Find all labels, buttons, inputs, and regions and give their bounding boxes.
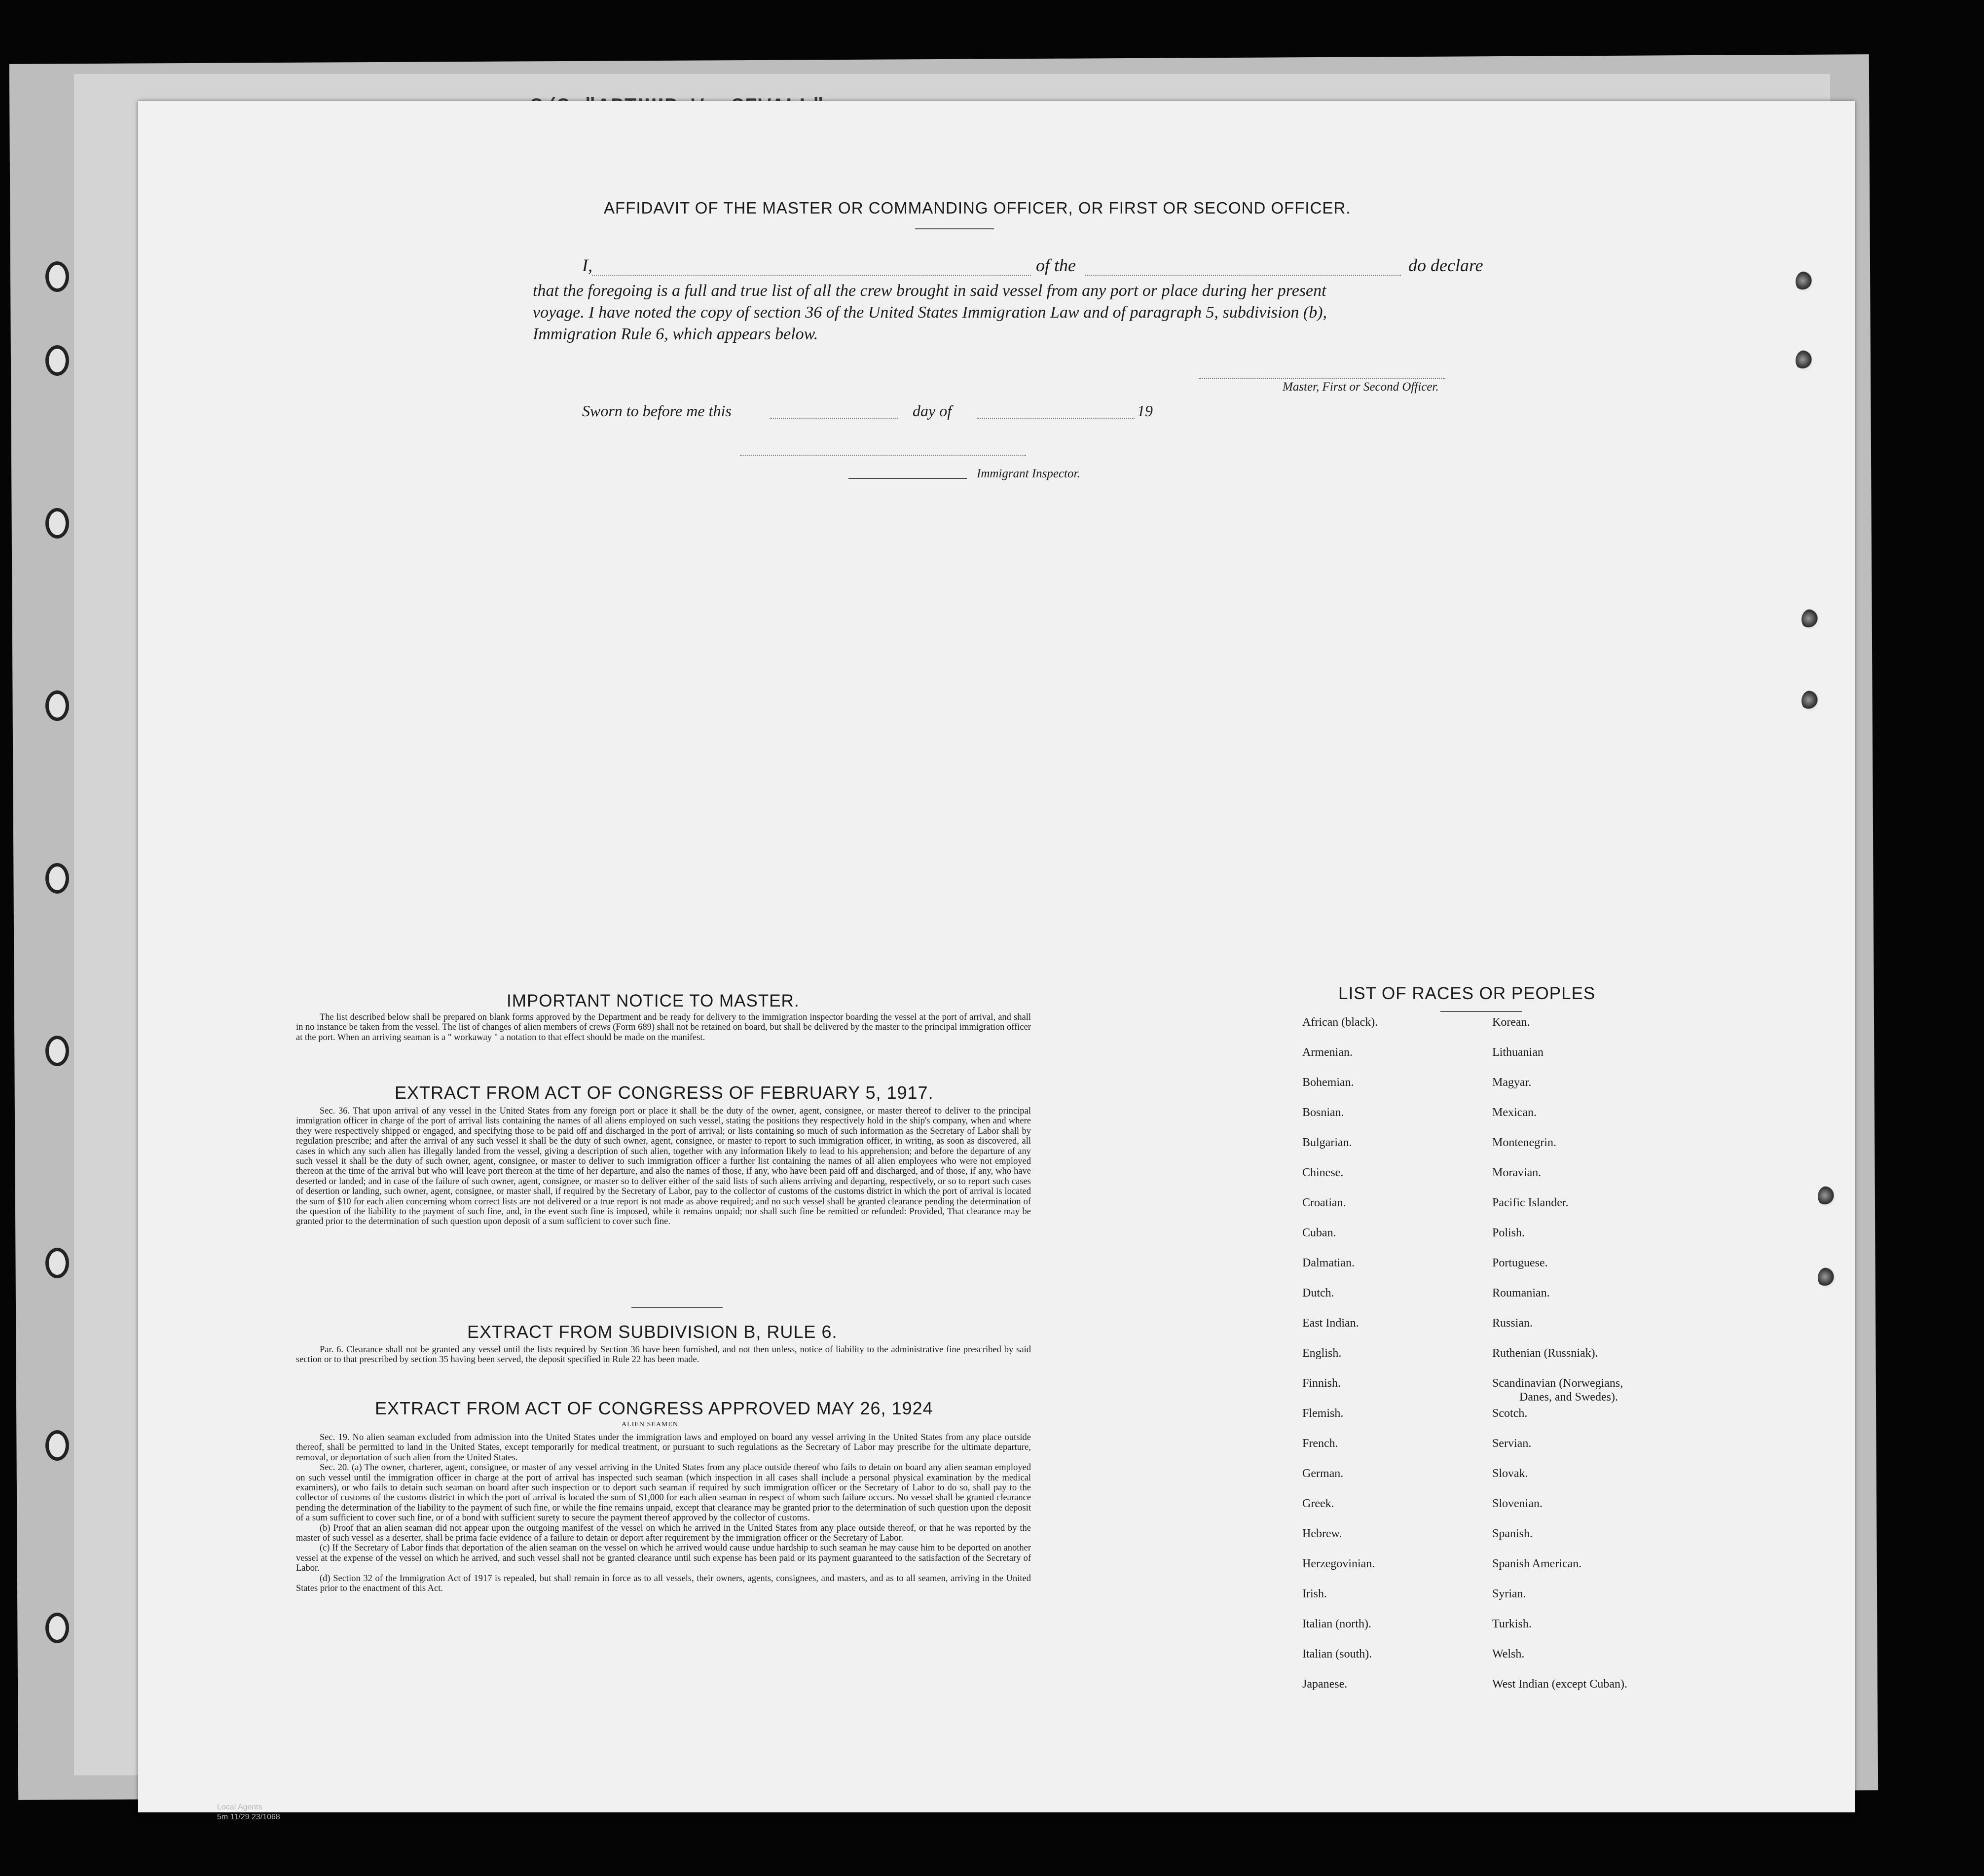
race-item: Irish.	[1302, 1587, 1327, 1600]
race-item: English.	[1302, 1347, 1342, 1360]
name-field[interactable]	[592, 274, 1031, 276]
binder-hole	[45, 1613, 69, 1643]
race-item: Croatian.	[1302, 1196, 1346, 1209]
race-item: Slovak.	[1492, 1467, 1528, 1480]
binder-hole	[45, 1248, 69, 1278]
race-item: Bulgarian.	[1302, 1136, 1352, 1149]
binder-hole	[45, 1036, 69, 1066]
race-item: Armenian.	[1302, 1046, 1353, 1059]
race-item: Welsh.	[1492, 1648, 1525, 1660]
race-item: Portuguese.	[1492, 1257, 1548, 1269]
race-item: Mexican.	[1492, 1106, 1537, 1119]
race-item: Greek.	[1302, 1497, 1334, 1510]
race-item: Korean.	[1492, 1016, 1530, 1029]
footer-line1: Local Agents	[217, 1803, 262, 1811]
vessel-field[interactable]	[1085, 274, 1401, 276]
sworn-label: Sworn to before me this	[582, 402, 732, 420]
race-item: Flemish.	[1302, 1407, 1344, 1420]
race-item: Hebrew.	[1302, 1527, 1342, 1540]
punch-hole	[1801, 690, 1819, 711]
race-item: Ruthenian (Russniak).	[1492, 1347, 1598, 1360]
affidavit-title: AFFIDAVIT OF THE MASTER OR COMMANDING OFFICER, OR FIRST OR SECOND OFFICER.	[604, 199, 1351, 217]
race-item: Syrian.	[1492, 1587, 1526, 1600]
extract-rule6-title: EXTRACT FROM SUBDIVISION B, RULE 6.	[467, 1322, 838, 1342]
affidavit-of-the: of the	[1036, 255, 1076, 275]
race-item: Spanish American.	[1492, 1557, 1582, 1570]
affidavit-declare: do declare	[1408, 255, 1483, 275]
affidavit-i: I,	[582, 255, 592, 275]
year-label: 19	[1137, 402, 1153, 420]
race-item: Japanese.	[1302, 1678, 1348, 1691]
binder-hole	[45, 690, 69, 721]
affidavit-line4: Immigration Rule 6, which appears below.	[533, 325, 818, 343]
affidavit-line3: voyage. I have noted the copy of section 36 of the United States Immigration Law and of paragraph 5, subdivision (b),	[533, 303, 1327, 322]
binder-hole	[45, 345, 69, 376]
punch-hole	[1818, 1186, 1836, 1207]
inspector-field[interactable]	[740, 454, 1026, 456]
race-item: Turkish.	[1492, 1618, 1532, 1630]
race-item: Montenegrin.	[1492, 1136, 1556, 1149]
binder-hole	[45, 863, 69, 894]
race-item: Danes, and Swedes).	[1519, 1391, 1618, 1404]
notice-title: IMPORTANT NOTICE TO MASTER.	[507, 991, 800, 1010]
race-item: Herzegovinian.	[1302, 1557, 1375, 1570]
punch-hole	[1796, 271, 1813, 292]
signature-field[interactable]	[1199, 377, 1445, 379]
notice-text: The list described below shall be prepared on blank forms approved by the Department and be ready for delivery to the immigration inspector boarding the vessel at the port of arrival, and shall in no instance be taken from the vessel. The list of changes of alien members of crews (Form 689) shall not be retained on board, but shall be delivered by the master to the principal immigration officer at the port. When an arriving seaman is a " workaway " a notation to that effect should be made on the manifest.	[296, 1012, 1031, 1043]
extract-1917-title: EXTRACT FROM ACT OF CONGRESS OF FEBRUARY 5, 1917.	[395, 1082, 934, 1103]
extract-1924-subtitle: ALIEN SEAMEN	[622, 1421, 679, 1428]
footer-code	[217, 1803, 280, 1822]
race-item: Dutch.	[1302, 1287, 1334, 1299]
race-item: Bosnian.	[1302, 1106, 1344, 1119]
race-item: German.	[1302, 1467, 1344, 1480]
form-sheet	[138, 101, 1855, 1812]
extract-rule6-text: Par. 6. Clearance shall not be granted any vessel until the lists required by Section 36 have been furnished, and not then unless, notice of liability to the administrative fine prescribed by said section or to that prescribed by section 35 having been served, the deposit specified in Rule 22 has been made.	[296, 1345, 1031, 1365]
punch-hole	[1818, 1267, 1836, 1288]
race-item: French.	[1302, 1437, 1338, 1450]
race-item: Lithuanian	[1492, 1046, 1543, 1059]
race-item: Italian (north).	[1302, 1618, 1371, 1630]
divider	[915, 228, 994, 229]
race-item: Scotch.	[1492, 1407, 1528, 1420]
race-item: Roumanian.	[1492, 1287, 1550, 1299]
race-item: Chinese.	[1302, 1166, 1344, 1179]
binder-hole	[45, 261, 69, 292]
race-item: Scandinavian (Norwegians,	[1492, 1377, 1623, 1390]
divider	[631, 1307, 723, 1308]
race-item: West Indian (except Cuban).	[1492, 1678, 1627, 1691]
race-item: African (black).	[1302, 1016, 1378, 1029]
divider	[1440, 1011, 1522, 1012]
binder-hole	[45, 1430, 69, 1461]
race-item: Russian.	[1492, 1317, 1533, 1330]
affidavit-line2: that the foregoing is a full and true list of all the crew brought in said vessel from any port or place during her present	[533, 282, 1326, 300]
race-item: Spanish.	[1492, 1527, 1533, 1540]
binder-hole	[45, 508, 69, 539]
extract-1924-text: Sec. 19. No alien seaman excluded from admission into the United States under the immigration laws and employed on board any vessel arriving in the United States from any place outside thereof, shall be permitted to land in the United States, except temporarily for medical treatment, or pursuant to such regulations as the Secretary of Labor may prescribe for the ultimate departure, removal, or deportation of such alien from the United States. Sec. 20. (a) The owner, charterer, agent, consignee, or master of any vessel arriving in the United States from any place outside thereof who fails to detain on board any alien seaman employed on such vessel until the immigration officer in charge at the port of arrival has inspected such seaman (which inspection in all cases shall include a personal physical examination by the medical examiners), or who fails to detain such seaman on board after such inspection or to deport such seaman if required by such immigration officer or the Secretary of Labor to do so, shall pay to the collector of customs of the customs district in which the port of arrival is located the sum of $1,000 for each alien seaman in respect of whom such failure occurs. No vessel shall be granted clearance pending the determination of the liability to the payment of such fine, or while the fine remains unpaid, except that clearance may be granted prior to the determination of such question upon the deposit of a sum sufficient to cover such fine, or of a bond with sufficient surety to secure the payment thereof approved by the collector of customs. (b) Proof that an alien seaman did not appear upon the outgoing manifest of the vessel on which he arrived in the United States from any place outside thereof, or that he was reported by the master of such vessel as a deserter, shall be prima facie evidence of a failure to detain or deport after requirement by the immigration officer or the Secretary of Labor. (c) If the Secretary of Labor finds that deportation of the alien seaman on the vessel on which he arrived would cause undue hardship to such seaman he may cause him to be deported on another vessel at the expense of the vessel on which he arrived, and such vessel shall not be granted clearance until such expense has been paid or its payment guaranteed to the satisfaction of the Secretary of Labor. (d) Section 32 of the Immigration Act of 1917 is repealed, but shall remain in force as to all vessels, their owners, agents, consignees, and masters, and as to all seamen, arriving in the United States prior to the enactment of this Act.	[296, 1433, 1031, 1594]
month-field[interactable]	[977, 417, 1135, 419]
race-item: Bohemian.	[1302, 1076, 1354, 1089]
punch-hole	[1796, 350, 1813, 371]
inspector-caption: Immigrant Inspector.	[977, 467, 1080, 480]
day-of-label: day of	[913, 402, 952, 420]
signer-caption: Master, First or Second Officer.	[1283, 380, 1439, 394]
extract-1924-title: EXTRACT FROM ACT OF CONGRESS APPROVED MAY 26, 1924	[375, 1398, 933, 1418]
race-item: Magyar.	[1492, 1076, 1532, 1089]
race-item: Slovenian.	[1492, 1497, 1543, 1510]
punch-hole	[1801, 609, 1819, 630]
race-item: Servian.	[1492, 1437, 1532, 1450]
race-item: Pacific Islander.	[1492, 1196, 1569, 1209]
race-item: Cuban.	[1302, 1227, 1336, 1239]
race-item: Moravian.	[1492, 1166, 1542, 1179]
day-field[interactable]	[770, 417, 898, 419]
race-item: Polish.	[1492, 1227, 1525, 1239]
races-title: LIST OF RACES OR PEOPLES	[1338, 984, 1596, 1003]
race-item: Finnish.	[1302, 1377, 1341, 1390]
inspector-line	[848, 477, 967, 479]
race-item: Italian (south).	[1302, 1648, 1372, 1660]
race-item: East Indian.	[1302, 1317, 1359, 1330]
extract-1917-text: Sec. 36. That upon arrival of any vessel in the United States from any foreign port or place it shall be the duty of the owner, agent, consignee, or master thereof to deliver to the principal immigration officer in charge of the port of arrival lists containing the names of all aliens employed on such vessel, stating the positions they respectively hold in the ship's company, when and where they were respectively shipped or engaged, and specifying those to be paid off and discharged in the port of arrival; or lists containing so much of such information as the Secretary of Labor shall by regulation prescribe; and after the arrival of any such vessel it shall be the duty of such owner, agent, consignee, or master to report to such immigration officer, in writing, as soon as discovered, all cases in which any such alien has illegally landed from the vessel, giving a description of such alien, together with any information likely to lead to his apprehension; and before the departure of any such vessel it shall be the duty of such owner, agent, consignee, or master to deliver to such immigration officer a further list containing the names of all alien employees who were not employed thereon at the time of the arrival but who will leave port thereon at the time of her departure, and also the names of those, if any, who have been paid off and discharged, and of those, if any, who have deserted or landed; and in case of the failure of such owner, agent, consignee, or master so to deliver either of the said lists of such aliens arriving and departing, respectively, or so to report such cases of desertion or landing, such owner, agent, consignee, or master shall, if required by the Secretary of Labor, pay to the collector of customs of the customs district in which the port of arrival is located the sum of $10 for each alien concerning whom correct lists are not delivered or a true report is not made as above required; and no such vessel shall be granted clearance pending the determination of the question of the liability to the payment of such fine, and, in the event such fine is imposed, while it remains unpaid; nor shall such fine be remitted or refunded: Provided, That clearance may be granted prior to the determination of such question upon deposit of a sum sufficient to cover such fine.	[296, 1106, 1031, 1227]
footer-line2: 5m 11/29 23/1068	[217, 1813, 280, 1821]
race-item: Dalmatian.	[1302, 1257, 1355, 1269]
